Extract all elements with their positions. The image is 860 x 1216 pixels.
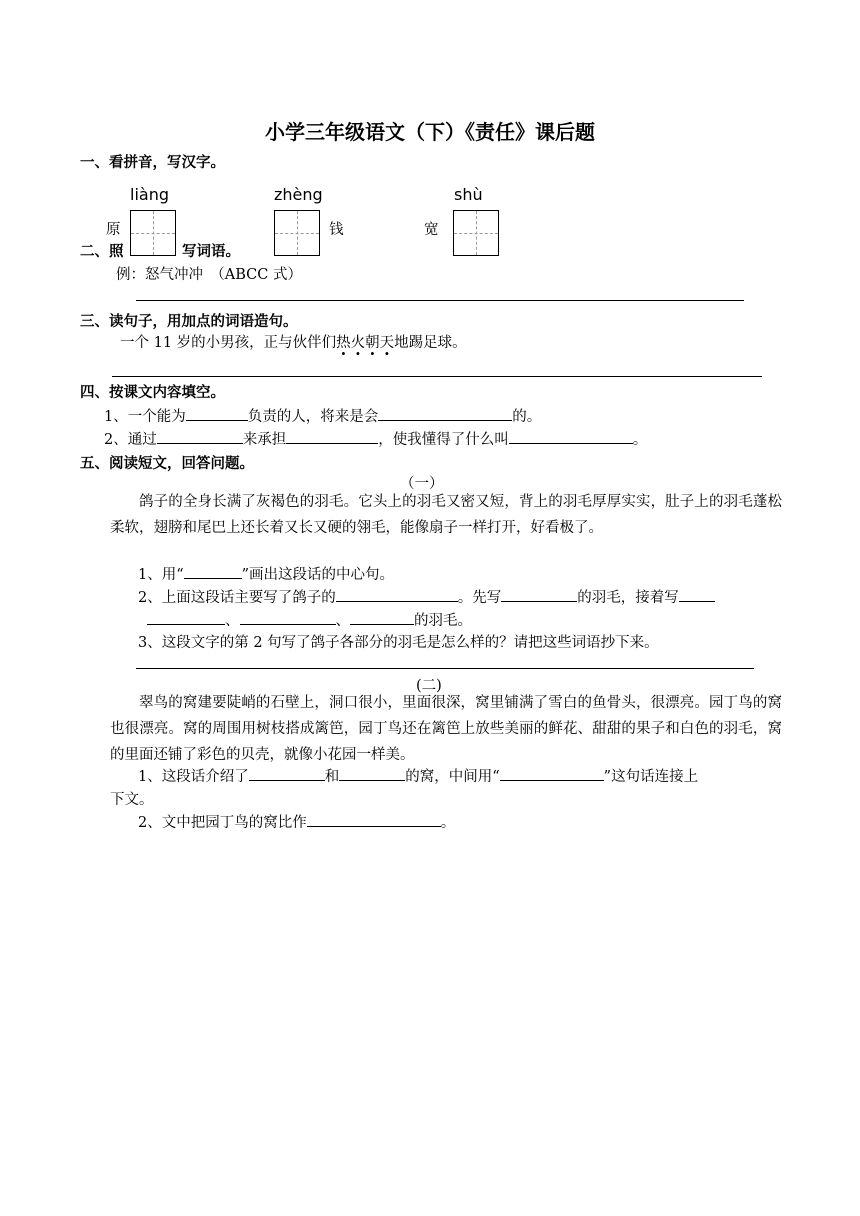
s4-q1-c: 的。 [512, 409, 542, 425]
blank-p1q2-3[interactable] [679, 587, 715, 602]
p1-q1-b: ”画出这段话的中心句。 [241, 567, 395, 583]
dotted-char-1: 热 [336, 335, 351, 351]
section-4-heading: 四、按课文内容填空。 [80, 385, 225, 401]
char-before-1: 原 [106, 222, 121, 238]
blank-s4q2-1[interactable] [157, 429, 243, 444]
write-box-1[interactable] [130, 210, 176, 256]
s4-q2-c: ，使我懂得了什么叫 [378, 432, 509, 448]
p2-q2-a: 2、文中把园丁鸟的窝比作 [138, 815, 307, 831]
blank-p1q1[interactable] [184, 564, 242, 579]
dotted-char-3: 朝 [365, 335, 380, 351]
p2-q1-b: 和 [324, 769, 340, 785]
blank-s4q1-1[interactable] [186, 406, 248, 421]
p1-q3: 3、这段文字的第 2 句写了鸽子各部分的羽毛是怎么样的？请把这些词语抄下来。 [138, 635, 659, 651]
dotted-char-4: 天 [379, 335, 395, 351]
blank-p1q2-4[interactable] [147, 610, 225, 625]
p1-q1-a: 1、用“ [138, 567, 184, 583]
s4-q2-b: 来承担 [242, 432, 287, 448]
p2-q1-continuation: 下文。 [110, 792, 154, 808]
section-2-heading-a: 二、照 [80, 244, 124, 260]
passage-2-label: (二) [416, 678, 442, 694]
write-box-2[interactable] [274, 210, 320, 256]
passage-1-text: 鸽子的全身长满了灰褐色的羽毛。它头上的羽毛又密又短，背上的羽毛厚厚实实，肚子上的羽毛蓬松柔软，翅膀和尾巴上还长着又长又硬的翎毛，能像扇子一样打开，好看极了。 [110, 494, 782, 536]
p1-q2-a: 2、上面这段话主要写了鸽子的 [138, 590, 336, 606]
sep-1: 、 [225, 613, 240, 629]
p2-q1-c: 的窝，中间用“ [405, 769, 500, 785]
p1-q1 [138, 563, 394, 584]
answer-line-p1q3[interactable] [136, 668, 754, 669]
p1-q2-cont [147, 609, 472, 630]
passage-2-text: 翠鸟的窝建要陡峭的石壁上，洞口很小，里面很深，窝里铺满了雪白的鱼骨头，很漂亮。园丁鸟的窝也很漂亮。窝的周围用树枝搭成篱笆，园丁鸟还在篱笆上放些美丽的鲜花、甜甜的果子和白色的羽毛，窝的里面还铺了彩色的贝壳，就像小花园一样美。 [110, 695, 782, 763]
answer-line-s2[interactable] [136, 300, 744, 301]
blank-s4q2-2[interactable] [286, 429, 378, 444]
p1-q2-c: 的羽毛，接着写 [577, 590, 679, 606]
blank-p2q1-3[interactable] [500, 766, 604, 781]
section-3-heading: 三、读句子，用加点的词语造句。 [80, 314, 298, 330]
blank-p1q2-1[interactable] [336, 587, 458, 602]
sentence-pre: 一个 11 岁的小男孩，正与伙伴们 [120, 335, 337, 351]
char-before-3: 宽 [424, 222, 439, 238]
s4-q1-a: 1、一个能为 [104, 409, 186, 425]
blank-p1q2-5[interactable] [240, 610, 336, 625]
s4-q2 [104, 428, 647, 449]
sentence-post: 地踢足球。 [394, 335, 467, 351]
s4-q1-b: 负责的人，将来是会 [247, 409, 379, 425]
p1-q2 [138, 586, 715, 607]
blank-s4q1-2[interactable] [378, 406, 512, 421]
blank-p1q2-6[interactable] [350, 610, 414, 625]
blank-p1q2-2[interactable] [501, 587, 577, 602]
sep-2: 、 [335, 613, 350, 629]
dotted-char-2: 火 [350, 335, 366, 351]
section-2-heading-b: 写词语。 [182, 244, 240, 260]
blank-p2q1-1[interactable] [249, 766, 325, 781]
section-1-heading: 一、看拼音，写汉字。 [80, 155, 225, 171]
blank-p2q1-2[interactable] [339, 766, 405, 781]
p2-q1 [138, 765, 698, 786]
pinyin-2: zhèng [274, 185, 323, 204]
char-after-2: 钱 [329, 222, 344, 238]
p2-q1-a: 1、这段话介绍了 [138, 769, 249, 785]
pinyin-1: liàng [130, 185, 169, 204]
p1-q2-b: 。先写 [457, 590, 502, 606]
blank-p2q2[interactable] [307, 812, 441, 827]
p2-q1-d: ”这句话连接上 [603, 769, 699, 785]
section-3-sentence [120, 331, 467, 352]
page-title: 小学三年级语文（下）《责任》课后题 [265, 120, 595, 144]
p1-q2-d: 的羽毛。 [414, 613, 472, 629]
passage-1-label: （一） [400, 476, 444, 492]
answer-line-s3[interactable] [112, 376, 762, 377]
section-5-heading: 五、阅读短文，回答问题。 [80, 456, 254, 472]
s4-q2-d: 。 [632, 432, 648, 448]
s4-q1 [104, 405, 541, 426]
p2-q2 [138, 811, 455, 832]
example-text: 例：怒气冲冲 （ABCC 式） [116, 267, 302, 283]
pinyin-3: shù [454, 185, 483, 204]
blank-s4q2-3[interactable] [509, 429, 633, 444]
write-box-3[interactable] [453, 210, 499, 256]
s4-q2-a: 2、通过 [104, 432, 157, 448]
p2-q2-b: 。 [440, 815, 456, 831]
